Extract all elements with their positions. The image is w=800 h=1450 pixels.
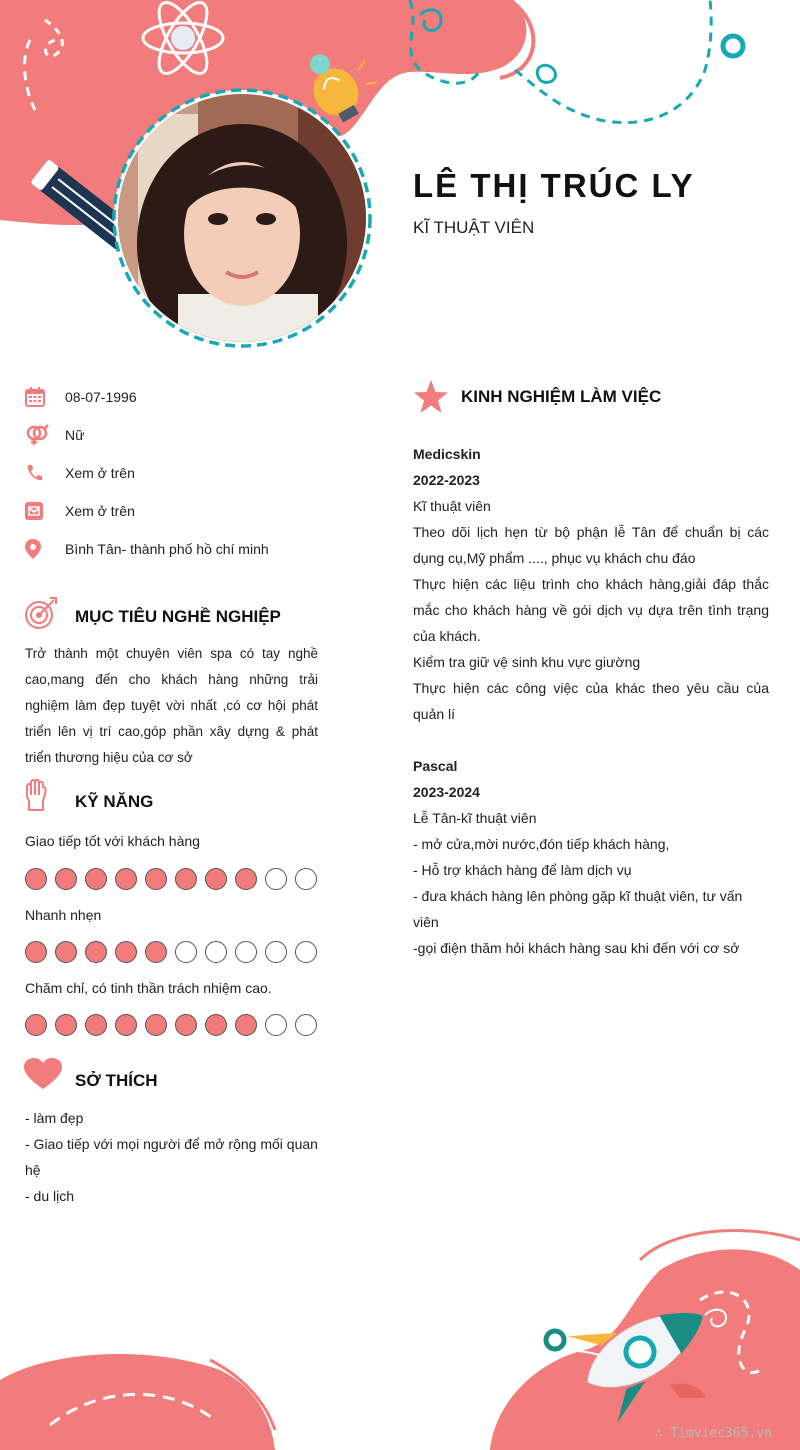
job-duty: - đưa khách hàng lên phòng gặp kĩ thuật viên, tư vấn viên	[413, 888, 743, 930]
rating-dot-empty	[205, 941, 227, 963]
job-position: Lễ Tân-kĩ thuật viên	[413, 810, 537, 826]
skill-name: Nhanh nhẹn	[25, 907, 102, 923]
hobby-line: - du lịch	[25, 1188, 75, 1204]
rating-dot-filled	[205, 1014, 227, 1036]
email-icon	[25, 500, 55, 522]
gender-icon	[25, 424, 55, 446]
rating-dot-filled	[175, 868, 197, 890]
job-years: 2022-2023	[413, 472, 480, 488]
info-phone	[25, 461, 345, 485]
info-address	[25, 537, 345, 561]
company-name: Medicskin	[413, 446, 481, 462]
location-pin-icon	[25, 538, 55, 560]
rating-dot-filled	[145, 941, 167, 963]
job-duty: - Hỗ trợ khách hàng để làm dịch vụ	[413, 862, 632, 878]
rating-dot-filled	[55, 868, 77, 890]
experience-item	[413, 753, 769, 961]
star-icon	[413, 380, 449, 419]
calendar-icon	[25, 386, 55, 408]
avatar	[118, 94, 366, 342]
rating-dot-filled	[25, 941, 47, 963]
hobby-line: - làm đẹp	[25, 1110, 84, 1126]
fist-icon	[24, 779, 48, 816]
phone-icon	[25, 462, 55, 484]
target-icon	[24, 596, 58, 635]
skill-rating	[25, 941, 317, 963]
objective-title: MỤC TIÊU NGHỀ NGHIỆP	[75, 607, 281, 626]
rating-dot-filled	[235, 868, 257, 890]
address-text: Bình Tân- thành phố hồ chí minh	[65, 541, 269, 557]
rating-dot-empty	[265, 941, 287, 963]
job-years: 2023-2024	[413, 784, 480, 800]
info-email	[25, 499, 345, 523]
rating-dot-filled	[115, 941, 137, 963]
watermark[interactable]: ∴ Timviec365.vn	[654, 1426, 772, 1441]
skill-rating	[25, 868, 317, 890]
rating-dot-filled	[85, 1014, 107, 1036]
hobby-line: hệ	[25, 1162, 41, 1178]
rating-dot-filled	[115, 1014, 137, 1036]
email-text[interactable]: Xem ở trên	[65, 503, 135, 519]
rating-dot-filled	[25, 1014, 47, 1036]
info-birthdate	[25, 385, 345, 409]
gender-text: Nữ	[65, 427, 85, 443]
phone-text[interactable]: Xem ở trên	[65, 465, 135, 481]
job-duty: - mở cửa,mời nước,đón tiếp khách hàng,	[413, 836, 670, 852]
job-duty: -gọi điện thăm hỏi khách hàng sau khi đến với cơ sở	[413, 940, 740, 956]
rating-dot-empty	[235, 941, 257, 963]
rating-dot-empty	[295, 868, 317, 890]
rating-dot-filled	[25, 868, 47, 890]
job-duty: Thực hiện các liệu trình cho khách hàng,giải đáp thắc mắc cho khách hàng về gói dịch vụ dựa trên tình trạng của khách.	[413, 576, 769, 644]
rating-dot-filled	[55, 1014, 77, 1036]
rating-dot-filled	[85, 941, 107, 963]
rating-dot-filled	[55, 941, 77, 963]
rating-dot-filled	[175, 1014, 197, 1036]
hobbies-title: SỞ THÍCH	[75, 1071, 158, 1090]
rating-dot-filled	[235, 1014, 257, 1036]
skill-name: Giao tiếp tốt với khách hàng	[25, 833, 200, 849]
profile-photo-frame	[108, 84, 376, 352]
rating-dot-empty	[265, 1014, 287, 1036]
rating-dot-filled	[115, 868, 137, 890]
hobby-line: - Giao tiếp với mọi người để mở rộng mối quan	[25, 1136, 318, 1152]
objective-text: Trở thành một chuyên viên spa có tay nghề cao,mang đến cho khách hàng những trải nghiệm làm đẹp tuyệt vời nhất ,có cơ hội phát triển lên vị trí cao,góp phần xây dựng & phát triển thương hiệu của cơ sở	[25, 646, 318, 765]
company-name: Pascal	[413, 758, 458, 774]
job-duty: Theo dõi lịch hẹn từ bộ phận lễ Tân để chuẩn bị các dụng cụ,Mỹ phẩm ...., phục vụ khách chu đáo	[413, 524, 769, 566]
job-title: KĨ THUẬT VIÊN	[413, 218, 535, 237]
rating-dot-filled	[145, 1014, 167, 1036]
experience-item	[413, 441, 769, 727]
rating-dot-empty	[265, 868, 287, 890]
skills-title: KỸ NĂNG	[75, 792, 154, 811]
rating-dot-filled	[85, 868, 107, 890]
heart-icon	[24, 1058, 62, 1095]
rating-dot-filled	[205, 868, 227, 890]
job-duty: Kiểm tra giữ vệ sinh khu vực giường	[413, 654, 641, 670]
candidate-name: LÊ THỊ TRÚC LY	[413, 167, 695, 204]
experience-title: KINH NGHIỆM LÀM VIỆC	[461, 387, 662, 406]
job-position: Kĩ thuật viên	[413, 498, 491, 514]
skill-rating	[25, 1014, 317, 1036]
skill-name: Chăm chỉ, có tinh thần trách nhiệm cao.	[25, 980, 272, 996]
birthdate-text: 08-07-1996	[65, 389, 137, 405]
profile-photo	[118, 94, 366, 342]
job-duty: Thực hiện các công việc của khác theo yêu cầu của quản lí	[413, 680, 769, 722]
rating-dot-empty	[175, 941, 197, 963]
hobbies-list	[25, 1105, 325, 1209]
rating-dot-empty	[295, 941, 317, 963]
info-gender	[25, 423, 345, 447]
rating-dot-empty	[295, 1014, 317, 1036]
rating-dot-filled	[145, 868, 167, 890]
